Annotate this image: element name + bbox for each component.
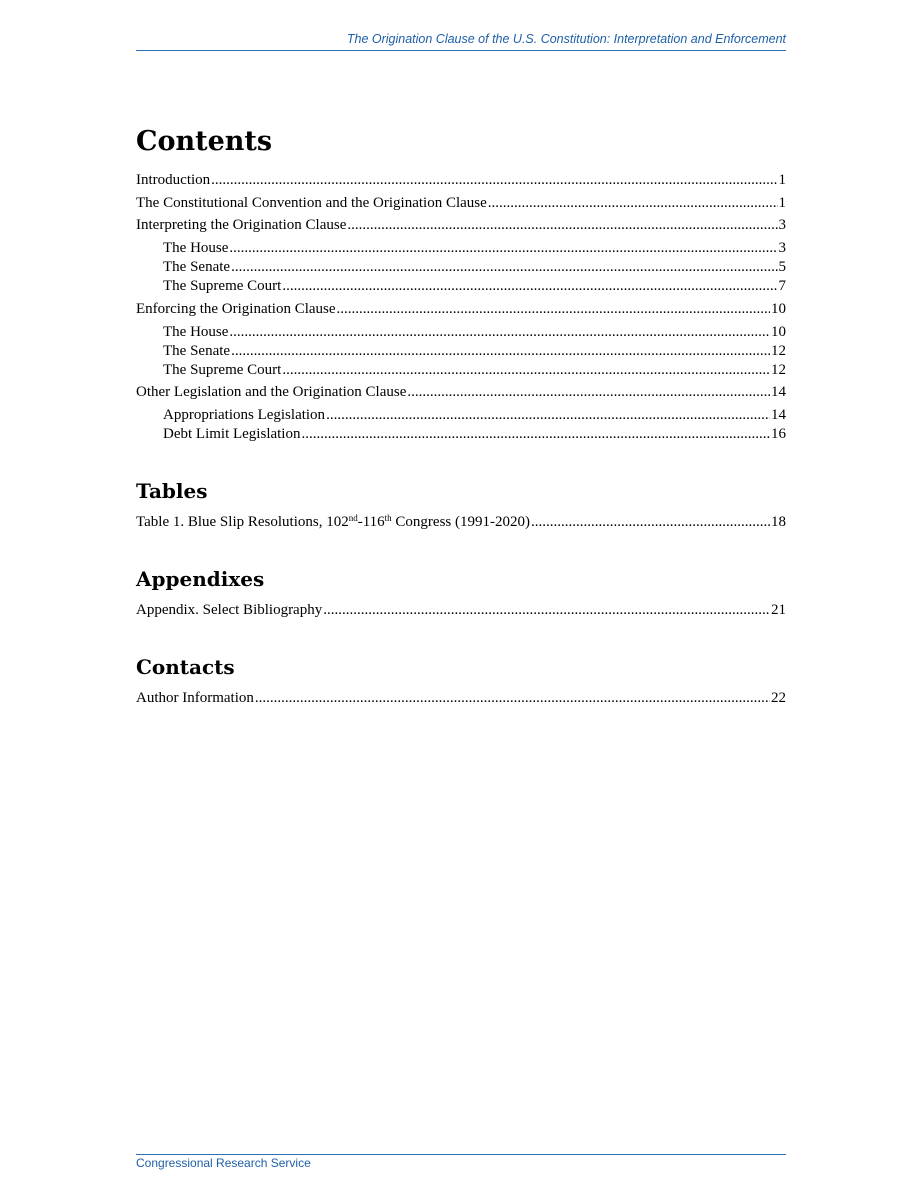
dot-leader — [488, 194, 778, 213]
dot-leader — [301, 425, 770, 444]
toc-entry-page: 7 — [778, 278, 786, 294]
toc-entry-constitutional-convention[interactable] — [136, 194, 786, 213]
toc-entry-author-information[interactable] — [136, 689, 786, 708]
section-spacer — [136, 620, 786, 654]
dot-leader — [282, 277, 777, 296]
toc-entry-label: Appropriations Legislation — [163, 407, 326, 423]
toc-entry-page: 12 — [771, 361, 786, 378]
toc-entry-enforcing-supreme-court[interactable] — [136, 361, 786, 380]
toc-entry-label: Interpreting the Origination Clause — [136, 217, 347, 233]
toc-entry-label: Introduction — [136, 172, 211, 188]
toc-entry-interpreting-senate[interactable] — [136, 258, 786, 277]
toc-entry-label: The House — [163, 240, 229, 256]
toc-entry-page: 3 — [778, 240, 786, 256]
toc-entry-enforcing[interactable] — [136, 300, 786, 319]
dot-leader — [407, 383, 770, 402]
toc-entry-table-1[interactable] — [136, 513, 786, 532]
dot-leader — [229, 239, 777, 258]
toc-entry-label: Enforcing the Origination Clause — [136, 300, 336, 317]
dot-leader — [326, 406, 770, 425]
dot-leader — [211, 171, 777, 190]
toc-entry-introduction[interactable] — [136, 171, 786, 190]
dot-leader — [531, 513, 770, 532]
toc-entry-label: The Supreme Court — [163, 361, 282, 378]
toc-entry-label: Table 1. Blue Slip Resolutions, 102nd-116th Congress (1991-2020) — [136, 513, 530, 530]
dot-leader — [231, 258, 777, 277]
toc-entry-label: The Senate — [163, 342, 231, 359]
toc-entry-page: 22 — [771, 690, 786, 706]
toc-entry-page: 1 — [778, 172, 786, 188]
toc-entry-page: 21 — [771, 602, 786, 618]
toc-entry-label: Other Legislation and the Origination Clause — [136, 384, 407, 400]
contents-list — [136, 171, 786, 444]
toc-entry-page: 16 — [771, 426, 786, 442]
section-spacer — [136, 532, 786, 566]
toc-entry-interpreting-house[interactable] — [136, 239, 786, 258]
appendixes-heading: Appendixes — [136, 567, 265, 591]
toc-entry-debt-limit[interactable] — [136, 425, 786, 444]
toc-entry-other-legislation[interactable] — [136, 383, 786, 402]
toc-entry-label: The Constitutional Convention and the Origination Clause — [136, 194, 487, 211]
toc-entry-page: 12 — [771, 342, 786, 359]
running-header: The Origination Clause of the U.S. Constitution: Interpretation and Enforcement — [136, 32, 786, 51]
toc-entry-page: 10 — [771, 323, 786, 340]
section-spacer — [136, 444, 786, 478]
toc-entry-appendix[interactable] — [136, 601, 786, 620]
toc-entry-enforcing-senate[interactable] — [136, 342, 786, 361]
toc-entry-page: 10 — [771, 300, 786, 317]
dot-leader — [255, 689, 770, 708]
toc-entry-label: The Supreme Court — [163, 278, 282, 294]
dot-leader — [282, 361, 770, 380]
running-footer: Congressional Research Service — [136, 1154, 786, 1170]
toc-entry-page: 14 — [771, 384, 786, 400]
toc-entry-label: Debt Limit Legislation — [163, 426, 301, 442]
dot-leader — [231, 342, 770, 361]
toc-entry-page: 5 — [778, 259, 786, 275]
dot-leader — [229, 323, 770, 342]
tables-heading: Tables — [136, 479, 208, 503]
dot-leader — [347, 216, 777, 235]
dot-leader — [337, 300, 770, 319]
toc-entry-page: 3 — [778, 217, 786, 233]
toc-entry-appropriations[interactable] — [136, 406, 786, 425]
table-of-contents-page — [136, 125, 786, 708]
dot-leader — [323, 601, 770, 620]
toc-entry-page: 18 — [771, 514, 786, 530]
toc-entry-enforcing-house[interactable] — [136, 323, 786, 342]
toc-entry-label: The House — [163, 323, 229, 340]
toc-entry-label: Author Information — [136, 690, 254, 706]
contents-heading: Contents — [136, 126, 273, 157]
toc-entry-interpreting[interactable] — [136, 216, 786, 235]
toc-entry-page: 14 — [771, 407, 786, 423]
contacts-heading: Contacts — [136, 655, 235, 679]
toc-entry-label: Appendix. Select Bibliography — [136, 602, 323, 618]
toc-entry-interpreting-supreme-court[interactable] — [136, 277, 786, 296]
toc-entry-label: The Senate — [163, 259, 231, 275]
toc-entry-page: 1 — [778, 194, 786, 211]
